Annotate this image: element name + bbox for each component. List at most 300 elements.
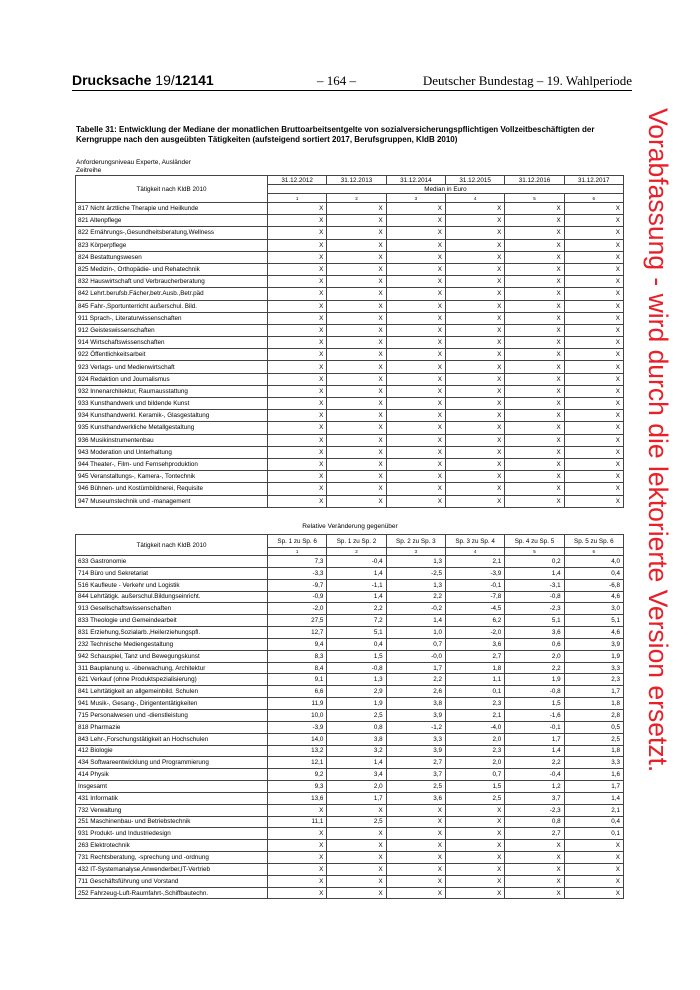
value-cell: -2,3: [505, 603, 564, 615]
value-cell: X: [445, 349, 504, 361]
value-cell: X: [327, 804, 386, 816]
value-cell: X: [564, 288, 623, 300]
value-cell: X: [386, 840, 445, 852]
value-cell: X: [327, 337, 386, 349]
value-cell: X: [445, 398, 504, 410]
value-cell: X: [505, 239, 564, 251]
value-cell: X: [386, 276, 445, 288]
value-cell: 2,0: [445, 733, 504, 745]
value-cell: X: [268, 337, 327, 349]
occupation-cell: 912 Geisteswissenschaften: [76, 324, 268, 336]
value-cell: 2,1: [445, 709, 504, 721]
value-cell: X: [268, 385, 327, 397]
table-row: [76, 733, 624, 745]
value-cell: 6,6: [268, 686, 327, 698]
value-cell: 3,8: [327, 733, 386, 745]
value-cell: -0,0: [386, 650, 445, 662]
value-cell: X: [386, 446, 445, 458]
value-cell: X: [268, 495, 327, 507]
value-cell: X: [268, 312, 327, 324]
value-cell: 7,2: [327, 615, 386, 627]
table-row: [76, 324, 624, 336]
value-cell: -0,8: [505, 686, 564, 698]
value-cell: -3,9: [268, 721, 327, 733]
value-cell: 3,9: [386, 745, 445, 757]
value-cell: -3,3: [268, 567, 327, 579]
value-cell: X: [386, 471, 445, 483]
occupation-cell: 945 Veranstaltungs-, Kamera-, Tontechnik: [76, 471, 268, 483]
value-cell: 4,6: [564, 591, 623, 603]
value-cell: X: [505, 349, 564, 361]
occupation-cell: 842 Lehrt.berufsb.Fächer,betr.Ausb.,Betr.päd: [76, 288, 268, 300]
value-cell: 0,7: [445, 769, 504, 781]
table-row: [76, 446, 624, 458]
value-cell: X: [268, 875, 327, 887]
value-cell: X: [564, 251, 623, 263]
value-cell: X: [327, 828, 386, 840]
value-cell: X: [327, 239, 386, 251]
table-row: [76, 483, 624, 495]
occupation-cell: 621 Verkauf (ohne Produktspezialisierung): [76, 674, 268, 686]
value-cell: X: [445, 410, 504, 422]
value-cell: X: [505, 471, 564, 483]
table-row: [76, 816, 624, 828]
value-cell: 11,1: [268, 816, 327, 828]
value-cell: X: [564, 863, 623, 875]
value-cell: X: [564, 312, 623, 324]
year-header: 31.12.2015: [445, 176, 504, 185]
value-cell: X: [505, 300, 564, 312]
value-cell: 2,1: [445, 556, 504, 568]
value-cell: 9,2: [268, 769, 327, 781]
value-cell: 3,8: [386, 698, 445, 710]
value-cell: X: [268, 471, 327, 483]
value-cell: X: [327, 324, 386, 336]
value-cell: 3,4: [327, 769, 386, 781]
value-cell: X: [268, 483, 327, 495]
column-number: 4: [445, 548, 504, 556]
value-cell: X: [564, 324, 623, 336]
value-cell: 27,5: [268, 615, 327, 627]
table-row: [76, 674, 624, 686]
value-cell: X: [445, 288, 504, 300]
value-cell: -0,1: [505, 721, 564, 733]
value-cell: X: [386, 203, 445, 215]
value-cell: X: [445, 300, 504, 312]
value-cell: X: [505, 875, 564, 887]
value-cell: 3,6: [445, 638, 504, 650]
value-cell: 1,4: [386, 615, 445, 627]
occupation-cell: 732 Verwaltung: [76, 804, 268, 816]
value-cell: X: [268, 840, 327, 852]
draft-watermark: [643, 108, 673, 908]
value-cell: X: [386, 263, 445, 275]
year-header: 31.12.2016: [505, 176, 564, 185]
value-cell: X: [386, 458, 445, 470]
column-header: Sp. 1 zu Sp. 6: [268, 535, 327, 548]
value-cell: X: [327, 263, 386, 275]
value-cell: X: [386, 300, 445, 312]
table-row: [76, 361, 624, 373]
value-cell: X: [445, 227, 504, 239]
value-cell: X: [445, 263, 504, 275]
occupation-cell: 825 Medizin-, Orthopädie- und Rehatechnik: [76, 263, 268, 275]
value-cell: 2,7: [386, 757, 445, 769]
value-cell: X: [386, 227, 445, 239]
value-cell: X: [505, 215, 564, 227]
value-cell: 2,7: [505, 828, 564, 840]
value-cell: 0,8: [505, 816, 564, 828]
table-caption: Tabelle 31: Entwicklung der Mediane der monatlichen Bruttoarbeitsentgelte von sozialversicherungspflichtigen Vollzeitbeschäftigten der Kerngruppe nach den ausgeübten Tätigkeiten (aufsteigend sortiert 2017, Berufsgruppen, KldB 2010): [76, 125, 595, 144]
value-cell: X: [445, 324, 504, 336]
value-cell: X: [268, 263, 327, 275]
occupation-cell: 232 Technische Mediengestaltung: [76, 638, 268, 650]
value-cell: X: [386, 483, 445, 495]
value-cell: X: [505, 227, 564, 239]
value-cell: 1,3: [386, 556, 445, 568]
value-cell: X: [564, 203, 623, 215]
occupation-cell: 431 Informatik: [76, 792, 268, 804]
occupation-cell: 251 Maschinenbau- und Betriebstechnik: [76, 816, 268, 828]
value-cell: X: [327, 203, 386, 215]
unit-header: Median in Euro: [268, 185, 624, 194]
value-cell: 1,7: [327, 792, 386, 804]
value-cell: X: [564, 410, 623, 422]
value-cell: X: [564, 840, 623, 852]
value-cell: X: [505, 263, 564, 275]
column-number: 3: [386, 548, 445, 556]
occupation-cell: 822 Ernährungs-,Gesundheitsberatung,Wellness: [76, 227, 268, 239]
occupation-cell: 821 Altenpflege: [76, 215, 268, 227]
table-row: [76, 579, 624, 591]
value-cell: X: [445, 828, 504, 840]
value-cell: 1,8: [564, 698, 623, 710]
table-row: [76, 863, 624, 875]
occupation-cell: 823 Körperpflege: [76, 239, 268, 251]
column-header: Sp. 2 zu Sp. 3: [386, 535, 445, 548]
meta-series: Zeitreihe: [76, 167, 102, 174]
value-cell: X: [445, 804, 504, 816]
value-cell: X: [564, 227, 623, 239]
value-cell: 3,6: [386, 792, 445, 804]
value-cell: X: [327, 288, 386, 300]
table-row: [76, 887, 624, 899]
value-cell: X: [386, 324, 445, 336]
value-cell: 0,1: [564, 828, 623, 840]
value-cell: X: [268, 828, 327, 840]
occupation-cell: 516 Kaufleute - Verkehr und Logistik: [76, 579, 268, 591]
value-cell: X: [564, 483, 623, 495]
occupation-cell: 933 Kunsthandwerk und bildende Kunst: [76, 398, 268, 410]
value-cell: X: [564, 434, 623, 446]
median-table-body: [76, 203, 624, 508]
column-number: 2: [327, 194, 386, 203]
table-row: [76, 567, 624, 579]
value-cell: X: [268, 300, 327, 312]
value-cell: X: [268, 276, 327, 288]
table-row: [76, 471, 624, 483]
value-cell: X: [327, 471, 386, 483]
value-cell: X: [564, 495, 623, 507]
value-cell: X: [564, 852, 623, 864]
value-cell: X: [386, 361, 445, 373]
table-row: [76, 385, 624, 397]
value-cell: X: [268, 434, 327, 446]
value-cell: X: [327, 434, 386, 446]
value-cell: 1,4: [564, 792, 623, 804]
value-cell: 0,5: [564, 721, 623, 733]
value-cell: X: [445, 446, 504, 458]
value-cell: 0,4: [564, 816, 623, 828]
value-cell: 3,2: [327, 745, 386, 757]
page-header: [72, 72, 632, 91]
value-cell: X: [268, 804, 327, 816]
value-cell: X: [327, 312, 386, 324]
value-cell: 14,0: [268, 733, 327, 745]
table-row: [76, 300, 624, 312]
value-cell: 12,1: [268, 757, 327, 769]
value-cell: 1,9: [564, 650, 623, 662]
column-number: 5: [505, 194, 564, 203]
occupation-cell: 263 Elektrotechnik: [76, 840, 268, 852]
value-cell: 13,2: [268, 745, 327, 757]
value-cell: X: [445, 852, 504, 864]
value-cell: X: [564, 875, 623, 887]
value-cell: 1,5: [505, 698, 564, 710]
table-row: [76, 875, 624, 887]
table-row: [76, 709, 624, 721]
table-row: [76, 312, 624, 324]
occupation-cell: 936 Musikinstrumentenbau: [76, 434, 268, 446]
value-cell: 1,4: [327, 567, 386, 579]
value-cell: X: [564, 373, 623, 385]
column-number: 1: [268, 548, 327, 556]
value-cell: X: [505, 852, 564, 864]
value-cell: X: [268, 239, 327, 251]
value-cell: X: [564, 349, 623, 361]
occupation-cell: 715 Personalwesen und -dienstleistung: [76, 709, 268, 721]
value-cell: X: [564, 385, 623, 397]
doc-period: 19/: [155, 72, 175, 88]
value-cell: 6,2: [445, 615, 504, 627]
value-cell: X: [327, 840, 386, 852]
value-cell: X: [327, 398, 386, 410]
median-table: [75, 175, 624, 508]
value-cell: X: [505, 887, 564, 899]
value-cell: X: [505, 863, 564, 875]
value-cell: X: [386, 410, 445, 422]
value-cell: X: [386, 385, 445, 397]
value-cell: X: [327, 887, 386, 899]
value-cell: 11,9: [268, 698, 327, 710]
table-row: [76, 792, 624, 804]
value-cell: 0,6: [505, 638, 564, 650]
value-cell: -3,1: [505, 579, 564, 591]
value-cell: 1,6: [564, 769, 623, 781]
value-cell: 1,3: [327, 674, 386, 686]
value-cell: X: [386, 852, 445, 864]
table-row: [76, 638, 624, 650]
value-cell: X: [327, 863, 386, 875]
value-cell: X: [505, 398, 564, 410]
table-row: [76, 721, 624, 733]
value-cell: 1,7: [564, 781, 623, 793]
value-cell: 1,8: [564, 745, 623, 757]
occupation-cell: 817 Nicht ärztliche Therapie und Heilkunde: [76, 203, 268, 215]
occupation-cell: 923 Verlags- und Medienwirtschaft: [76, 361, 268, 373]
value-cell: X: [445, 385, 504, 397]
value-cell: X: [327, 385, 386, 397]
value-cell: 3,7: [386, 769, 445, 781]
value-cell: 1,4: [505, 567, 564, 579]
value-cell: 2,3: [564, 674, 623, 686]
value-cell: 9,3: [268, 781, 327, 793]
value-cell: X: [327, 495, 386, 507]
table-row: [76, 288, 624, 300]
value-cell: X: [268, 324, 327, 336]
table-row: [76, 804, 624, 816]
occupation-cell: 932 Innenarchitektur, Raumausstattung: [76, 385, 268, 397]
table-row: [76, 263, 624, 275]
value-cell: X: [327, 251, 386, 263]
column-header: Sp. 5 zu Sp. 6: [564, 535, 623, 548]
value-cell: X: [445, 239, 504, 251]
value-cell: X: [268, 215, 327, 227]
value-cell: 3,9: [564, 638, 623, 650]
value-cell: X: [445, 863, 504, 875]
column-number: 5: [505, 548, 564, 556]
value-cell: X: [564, 239, 623, 251]
value-cell: 2,5: [327, 816, 386, 828]
table-row: [76, 495, 624, 507]
occupation-cell: 412 Biologie: [76, 745, 268, 757]
value-cell: X: [327, 483, 386, 495]
value-cell: 1,3: [386, 579, 445, 591]
value-cell: 2,0: [327, 781, 386, 793]
value-cell: -0,9: [268, 591, 327, 603]
value-cell: X: [386, 875, 445, 887]
table-row: [76, 349, 624, 361]
value-cell: -1,1: [327, 579, 386, 591]
value-cell: X: [386, 434, 445, 446]
value-cell: 9,4: [268, 638, 327, 650]
value-cell: 0,8: [327, 721, 386, 733]
value-cell: 2,3: [445, 745, 504, 757]
table-row: [76, 757, 624, 769]
value-cell: 3,7: [505, 792, 564, 804]
occupation-cell: 934 Kunsthandwerkl. Keramik-, Glasgestaltung: [76, 410, 268, 422]
table-row: [76, 203, 624, 215]
table-row: [76, 215, 624, 227]
occupation-cell: 818 Pharmazie: [76, 721, 268, 733]
value-cell: X: [386, 239, 445, 251]
value-cell: X: [386, 349, 445, 361]
value-cell: -2,0: [445, 627, 504, 639]
value-cell: 2,2: [327, 603, 386, 615]
table-row: [76, 769, 624, 781]
value-cell: -1,6: [505, 709, 564, 721]
occupation-cell: 831 Erziehung,Sozialarb.,Heilerziehungspfl.: [76, 627, 268, 639]
table-row: [76, 745, 624, 757]
value-cell: 1,7: [564, 686, 623, 698]
value-cell: -0,4: [505, 769, 564, 781]
table-row: [76, 615, 624, 627]
value-cell: X: [386, 373, 445, 385]
value-cell: X: [268, 349, 327, 361]
value-cell: X: [505, 312, 564, 324]
occupation-cell: 922 Öffentlichkeitsarbeit: [76, 349, 268, 361]
table-row: [76, 422, 624, 434]
value-cell: 0,7: [386, 638, 445, 650]
value-cell: 7,3: [268, 556, 327, 568]
value-cell: X: [386, 422, 445, 434]
page-number: – 164 –: [317, 73, 356, 88]
occupation-cell: 941 Musik-, Gesang-, Dirigententätigkeiten: [76, 698, 268, 710]
value-cell: X: [445, 215, 504, 227]
table-row: [76, 852, 624, 864]
value-cell: 5,1: [564, 615, 623, 627]
value-cell: X: [445, 483, 504, 495]
value-cell: X: [386, 804, 445, 816]
occupation-cell: 841 Lehrtätigkeit an allgemeinbild. Schulen: [76, 686, 268, 698]
value-cell: 3,3: [386, 733, 445, 745]
value-cell: X: [564, 276, 623, 288]
value-cell: X: [268, 288, 327, 300]
value-cell: 1,5: [445, 781, 504, 793]
column-header: Sp. 1 zu Sp. 2: [327, 535, 386, 548]
occupation-cell: 942 Schauspiel, Tanz und Bewegungskunst: [76, 650, 268, 662]
value-cell: 3,0: [564, 603, 623, 615]
value-cell: X: [327, 361, 386, 373]
table-row: [76, 662, 624, 674]
value-cell: X: [445, 251, 504, 263]
occupation-cell: 845 Fahr-,Sportunterricht außerschul. Bild.: [76, 300, 268, 312]
value-cell: X: [505, 337, 564, 349]
value-cell: -6,8: [564, 579, 623, 591]
value-cell: X: [445, 276, 504, 288]
value-cell: X: [564, 215, 623, 227]
occupation-cell: 924 Redaktion und Journalismus: [76, 373, 268, 385]
occupation-cell: 633 Gastronomie: [76, 556, 268, 568]
value-cell: 0,4: [564, 567, 623, 579]
value-cell: X: [445, 840, 504, 852]
occupation-cell: 731 Rechtsberatung, -sprechung und -ordnung: [76, 852, 268, 864]
value-cell: 2,6: [386, 686, 445, 698]
value-cell: -4,0: [445, 721, 504, 733]
value-cell: X: [268, 203, 327, 215]
occupation-cell: 252 Fahrzeug-Luft-Raumfahrt-,Schiffbautechn.: [76, 887, 268, 899]
value-cell: 4,0: [564, 556, 623, 568]
value-cell: 2,5: [327, 709, 386, 721]
parliament-label: Deutscher Bundestag – 19. Wahlperiode: [422, 73, 632, 88]
value-cell: 1,9: [505, 674, 564, 686]
table-row: [76, 434, 624, 446]
value-cell: X: [386, 288, 445, 300]
value-cell: X: [445, 422, 504, 434]
value-cell: X: [327, 349, 386, 361]
value-cell: -1,2: [386, 721, 445, 733]
value-cell: -7,8: [445, 591, 504, 603]
value-cell: X: [564, 887, 623, 899]
value-cell: -2,3: [505, 804, 564, 816]
occupation-cell: 833 Theologie und Gemeindearbeit: [76, 615, 268, 627]
value-cell: X: [386, 251, 445, 263]
value-cell: X: [505, 288, 564, 300]
occupation-cell: 914 Wirtschaftswissenschaften: [76, 337, 268, 349]
occupation-cell: 843 Lehr-,Forschungstätigkeit an Hochschulen: [76, 733, 268, 745]
value-cell: X: [505, 434, 564, 446]
occupation-cell: 943 Moderation und Unterhaltung: [76, 446, 268, 458]
